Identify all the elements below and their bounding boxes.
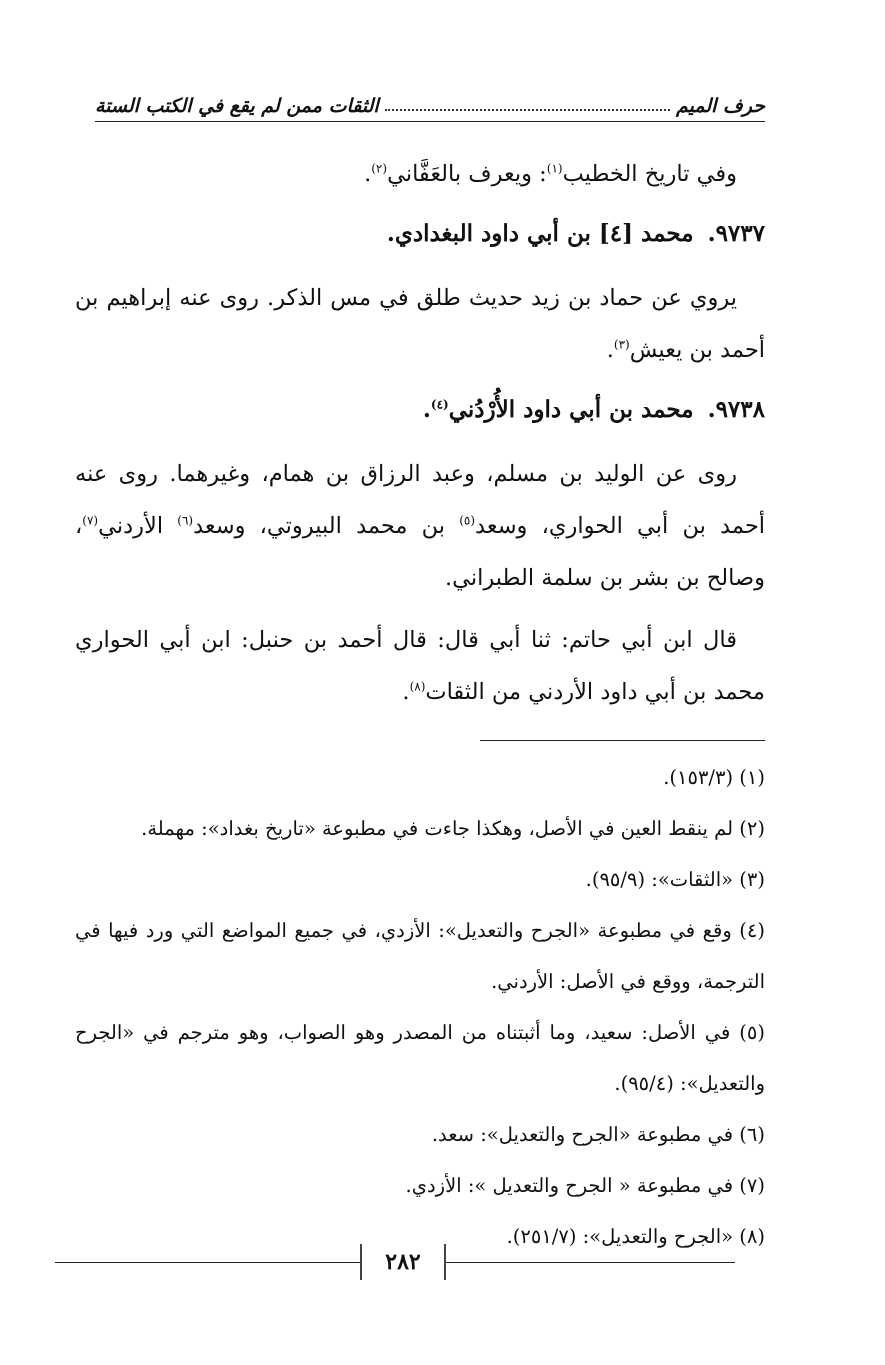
footnote-ref[interactable]: (٧)	[82, 513, 99, 528]
entry-title: محمد بن أبي داود الأُرْدُني	[448, 396, 694, 423]
intro-line: وفي تاريخ الخطيب$^{(١)}$: ويعرف بالعَفَّاني$^{(٢)}$.	[364, 161, 737, 187]
footnote-ref[interactable]: (١)	[546, 161, 563, 176]
header-book-title: الثقات ممن لم يقع في الكتب الستة	[95, 95, 379, 117]
footnote-ref[interactable]: (٨)	[409, 679, 426, 694]
quote-paragraph: قال ابن أبي حاتم: ثنا أبي قال: قال أحمد بن حنبل: ابن أبي الحواري محمد بن أبي داود الأردني من الثقات$^{(٨)}$.	[75, 627, 765, 705]
footnote-ref[interactable]: (٢)	[371, 161, 388, 176]
footnote-8: (٨) «الجرح والتعديل»: (٢٥١/٧).	[506, 1225, 765, 1248]
entry-number: ٩٧٣٨.	[707, 396, 765, 423]
page-number: ٢٨٢	[360, 1244, 446, 1280]
header-dotted-leader	[385, 109, 670, 111]
running-header	[95, 82, 765, 122]
footnote-7: (٧) في مطبوعة « الجرح والتعديل »: الأزدي.	[405, 1174, 765, 1197]
entry-heading-9737	[75, 208, 765, 260]
footnotes-section	[75, 752, 765, 1262]
footnote-2: (٢) لم ينقط العين في الأصل، وهكذا جاءت في مطبوعة «تاريخ بغداد»: مهملة.	[141, 817, 765, 840]
footnote-ref[interactable]: (٦)	[177, 513, 194, 528]
footnote-ref[interactable]: (٥)	[459, 513, 476, 528]
main-text	[75, 148, 765, 718]
entry-title: محمد [٤] بن أبي داود البغدادي.	[386, 220, 694, 247]
entry-paragraph-9738: روى عن الوليد بن مسلم، وعبد الرزاق بن همام، وغيرهما. روى عنه أحمد بن أبي الحواري، وسعد$^{(٥)}$ بن محمد البيروتي، وسعد$^{(٦)}$ الأردني$^{(٧)}$، وصالح بن بشر بن سلمة الطبراني.	[75, 461, 765, 591]
entry-paragraph-9737: يروي عن حماد بن زيد حديث طلق في مس الذكر. روى عنه إبراهيم بن أحمد بن يعيش$^{(٣)}$.	[75, 285, 765, 363]
footnote-ref[interactable]: (٤)	[430, 397, 449, 412]
footnote-ref[interactable]: (٣)	[613, 337, 630, 352]
footnote-3: (٣) «الثقات»: (٩٥/٩).	[585, 868, 765, 891]
footnote-1: (١) (١٥٣/٣).	[663, 766, 765, 789]
header-chapter-title: حرف الميم	[676, 95, 765, 117]
footnote-5: (٥) في الأصل: سعيد، وما أثبتناه من المصدر وهو الصواب، وهو مترجم في «الجرح والتعديل»: (٩٥/٤).	[75, 1021, 765, 1095]
footnote-6: (٦) في مطبوعة «الجرح والتعديل»: سعد.	[431, 1123, 765, 1146]
footnote-4: (٤) وقع في مطبوعة «الجرح والتعديل»: الأزدي، في جميع المواضع التي ورد فيها في الترجمة، ووقع في الأصل: الأردني.	[75, 919, 765, 993]
entry-number: ٩٧٣٧.	[707, 220, 765, 247]
entry-heading-9738: ٩٧٣٨.محمد بن أبي داود الأُرْدُني$^{(٤)}$.	[422, 396, 765, 423]
footnote-divider	[480, 740, 765, 741]
